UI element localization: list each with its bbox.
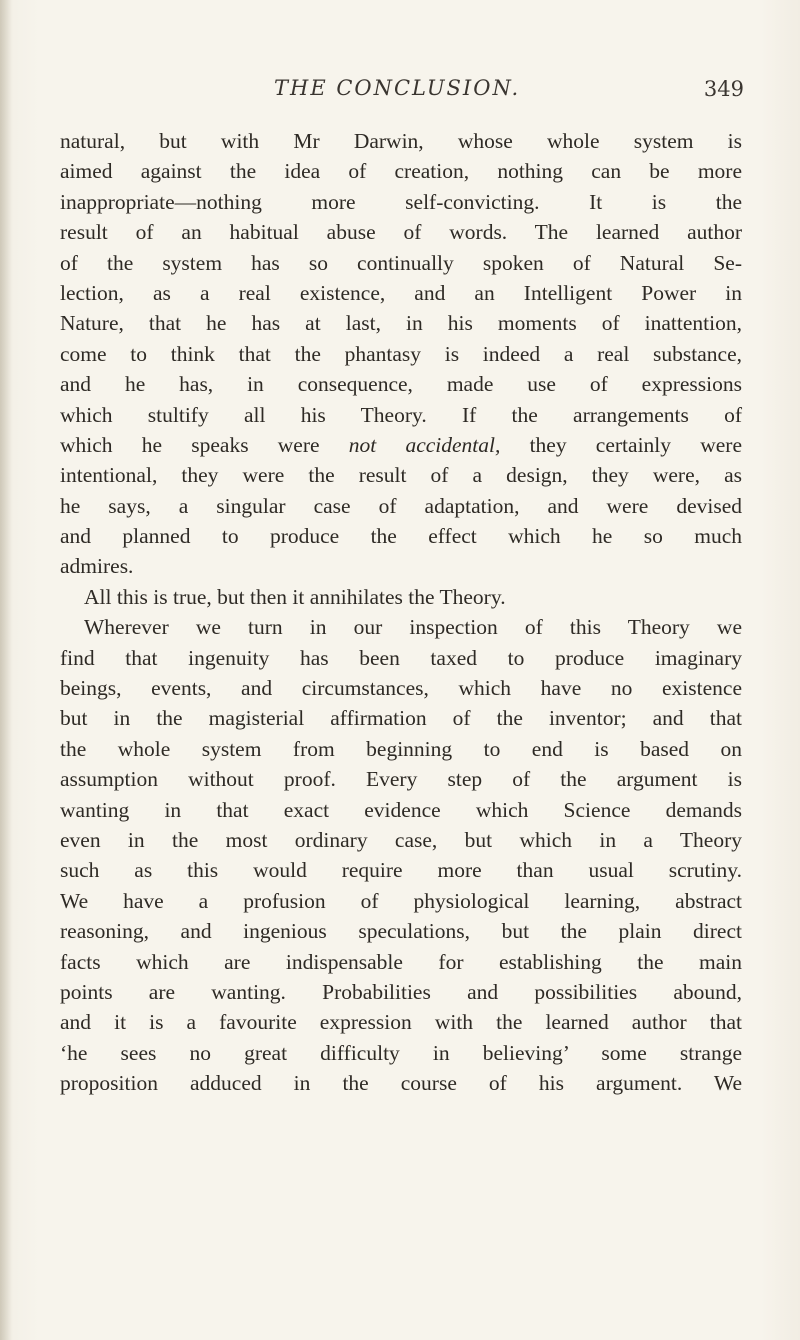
text-line: reasoning, and ingenious speculations, but the plain direct [60,919,742,944]
paragraph-start-line: Wherever we turn in our inspection of this Theory we [84,615,742,640]
text-line: We have a profusion of physiological learning, abstract [60,888,742,913]
text-line: wanting in that exact evidence which Science demands [60,797,742,822]
text-line: result of an habitual abuse of words. The learned author [60,220,742,245]
text-line: aimed against the idea of creation, nothing can be more [60,159,742,184]
body-text [60,126,742,1099]
text-line: inappropriate—nothing more self-convicting. It is the [60,189,742,214]
text-line: come to think that the phantasy is indeed a real substance, [60,341,742,366]
text-line: even in the most ordinary case, but which in a Theory [60,827,742,852]
text-line: beings, events, and circumstances, which have no existence [60,676,742,701]
text-line: facts which are indispensable for establishing the main [60,949,742,974]
text-line: assumption without proof. Every step of the argument is [60,767,742,792]
text-line: natural, but with Mr Darwin, whose whole system is [60,129,742,153]
italic-emphasis: not accidental, [348,432,501,457]
text-line: and he has, in consequence, made use of expressions [60,372,742,397]
text-line: points are wanting. Probabilities and possibilities abound, [60,979,742,1004]
text-line: of the system has so continually spoken of Natural Se- [60,250,742,275]
running-head [0,76,800,110]
text-line: which stultify all his Theory. If the arrangements of [60,402,742,427]
text-line: and it is a favourite expression with the learned author that [60,1010,742,1035]
text-run: they certainly were [500,432,742,457]
running-title: THE CONCLUSION. [274,76,521,100]
text-line: lection, as a real existence, and an Intelligent Power in [60,280,742,305]
text-line-with-italic [60,430,742,460]
binding-shadow [0,0,12,1340]
text-line: but in the magisterial affirmation of the inventor; and that [60,706,742,731]
text-line: and planned to produce the effect which he so much [60,524,742,549]
text-line: admires. [60,554,134,579]
text-line: Nature, that he has at last, in his moments of inattention, [60,311,742,336]
text-line: proposition adduced in the course of his argument. We [60,1071,742,1096]
text-run: which he speaks were [60,432,349,457]
page-number: 349 [703,77,744,101]
text-line: he says, a singular case of adaptation, and were devised [60,493,742,518]
text-line: such as this would require more than usual scrutiny. [60,858,742,883]
paragraph-start-line: All this is true, but then it annihilates the Theory. [84,584,506,609]
text-line: ‘he sees no great difficulty in believing’ some strange [60,1040,742,1065]
text-line: the whole system from beginning to end is based on [60,736,742,761]
text-line: find that ingenuity has been taxed to produce imaginary [60,645,742,670]
text-line: intentional, they were the result of a design, they were, as [60,463,742,488]
